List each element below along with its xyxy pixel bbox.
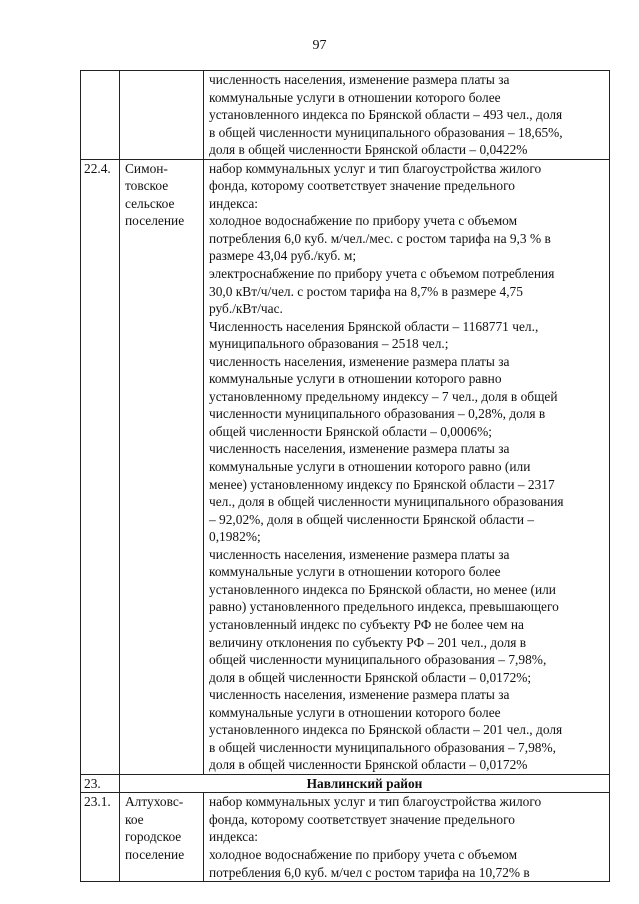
description-line: – 92,02%, доля в общей численности Брянской области –	[209, 511, 535, 527]
description-line: равно) установленного предельного индекса, превышающего	[209, 599, 559, 615]
description-line: коммунальные услуги в отношении которого равно	[209, 371, 502, 387]
description-line: численность населения, изменение размера платы за	[209, 72, 510, 87]
description-line: величину отклонения по субъекту РФ – 201 чел., доля в	[209, 634, 527, 650]
description-line: индекса:	[209, 829, 259, 845]
description-line: коммунальные услуги в отношении которого равно (или	[209, 459, 531, 475]
description-line: численность населения, изменение размера платы за	[209, 353, 510, 369]
settlement-name	[120, 159, 204, 774]
row-number: 23.	[81, 774, 120, 793]
description-line: муниципального образования – 2518 чел.;	[209, 336, 449, 352]
description-line: набор коммунальных услуг и тип благоустройства жилого	[209, 794, 542, 810]
description-line: холодное водоснабжение по прибору учета с объемом	[209, 847, 518, 863]
description-line: в общей численности муниципального образования – 18,65%,	[209, 124, 563, 140]
row-number: 23.1.	[81, 793, 120, 882]
row-number	[81, 71, 120, 160]
description-line: электроснабжение по прибору учета с объемом потребления	[209, 266, 555, 282]
description-line: доля в общей численности Брянской области – 0,0172%;	[209, 669, 532, 685]
description-line: 30,0 кВт/ч/чел. с ростом тарифа на 8,7% в размере 4,75	[209, 283, 523, 299]
table-row	[81, 71, 610, 160]
description-line: установленный индекс по субъекту РФ не более чем на	[209, 616, 524, 632]
page-number: 97	[312, 38, 327, 53]
description-line: установленного индекса по Брянской области, но менее (или	[209, 581, 556, 597]
table-row	[81, 159, 610, 774]
description-line: в общей численности муниципального образования – 7,98%,	[209, 739, 556, 755]
settlement-name	[120, 71, 204, 160]
description-line: численность населения, изменение размера платы за	[209, 687, 510, 703]
description-line: 0,1982%;	[209, 529, 261, 545]
description-line: фонда, которому соответствует значение предельного	[209, 811, 515, 827]
description-line: набор коммунальных услуг и тип благоустройства жилого	[209, 160, 542, 176]
settlement-name-line: сельское	[125, 195, 175, 211]
index-description	[204, 71, 610, 160]
description-line: индекса:	[209, 195, 259, 211]
description-line: общей численности муниципального образования – 7,98%,	[209, 652, 547, 668]
description-line: Численность населения Брянской области – 1168771 чел.,	[209, 318, 539, 334]
description-line: размере 43,04 руб./куб. м;	[209, 248, 357, 264]
description-line: численность населения, изменение размера платы за	[209, 441, 510, 457]
settlement-name-line: городское	[125, 829, 182, 845]
description-line: коммунальные услуги в отношении которого более	[209, 704, 501, 720]
district-title: Навлинский район	[120, 774, 610, 793]
description-line: численность населения, изменение размера платы за	[209, 546, 510, 562]
settlement-name-line: кое	[125, 811, 144, 827]
description-line: доля в общей численности Брянской области – 0,0172%	[209, 757, 528, 773]
settlement-name-line: Алтуховс-	[125, 794, 184, 810]
description-line: установленного индекса по Брянской области – 201 чел., доля	[209, 722, 563, 738]
description-line: установленного индекса по Брянской области – 493 чел., доля	[209, 107, 563, 123]
description-line: руб./кВт/час.	[209, 301, 283, 317]
description-line: потребления 6,0 куб. м/чел./мес. с ростом тарифа на 9,3 % в	[209, 230, 551, 246]
description-line: установленному предельному индексу – 7 чел., доля в общей	[209, 388, 558, 404]
description-line: чел., доля в общей численности муниципального образования	[209, 494, 564, 510]
description-line: холодное водоснабжение по прибору учета с объемом	[209, 213, 518, 229]
description-line: коммунальные услуги в отношении которого более	[209, 89, 501, 105]
description-line: потребления 6,0 куб. м/чел с ростом тарифа на 10,72% в	[209, 864, 530, 880]
description-line: численности муниципального образования – 0,28%, доля в	[209, 406, 546, 422]
settlement-name-line: Симон-	[125, 160, 168, 176]
index-description	[204, 793, 610, 882]
description-line: общей численности Брянской области – 0,0006%;	[209, 423, 492, 439]
settlement-name-line: поселение	[125, 846, 185, 862]
settlement-name-line: товское	[125, 178, 169, 194]
index-description	[204, 159, 610, 774]
description-line: доля в общей численности Брянской области – 0,0422%	[209, 142, 528, 158]
description-line: фонда, которому соответствует значение предельного	[209, 178, 515, 194]
settlement-name-line: поселение	[125, 213, 185, 229]
table-row	[81, 793, 610, 882]
description-line: менее) установленному индексу по Брянской области – 2317	[209, 476, 555, 492]
row-number: 22.4.	[81, 159, 120, 774]
description-line: коммунальные услуги в отношении которого более	[209, 564, 501, 580]
settlement-name	[120, 793, 204, 882]
tariff-table	[80, 70, 610, 882]
table-row	[81, 774, 610, 793]
